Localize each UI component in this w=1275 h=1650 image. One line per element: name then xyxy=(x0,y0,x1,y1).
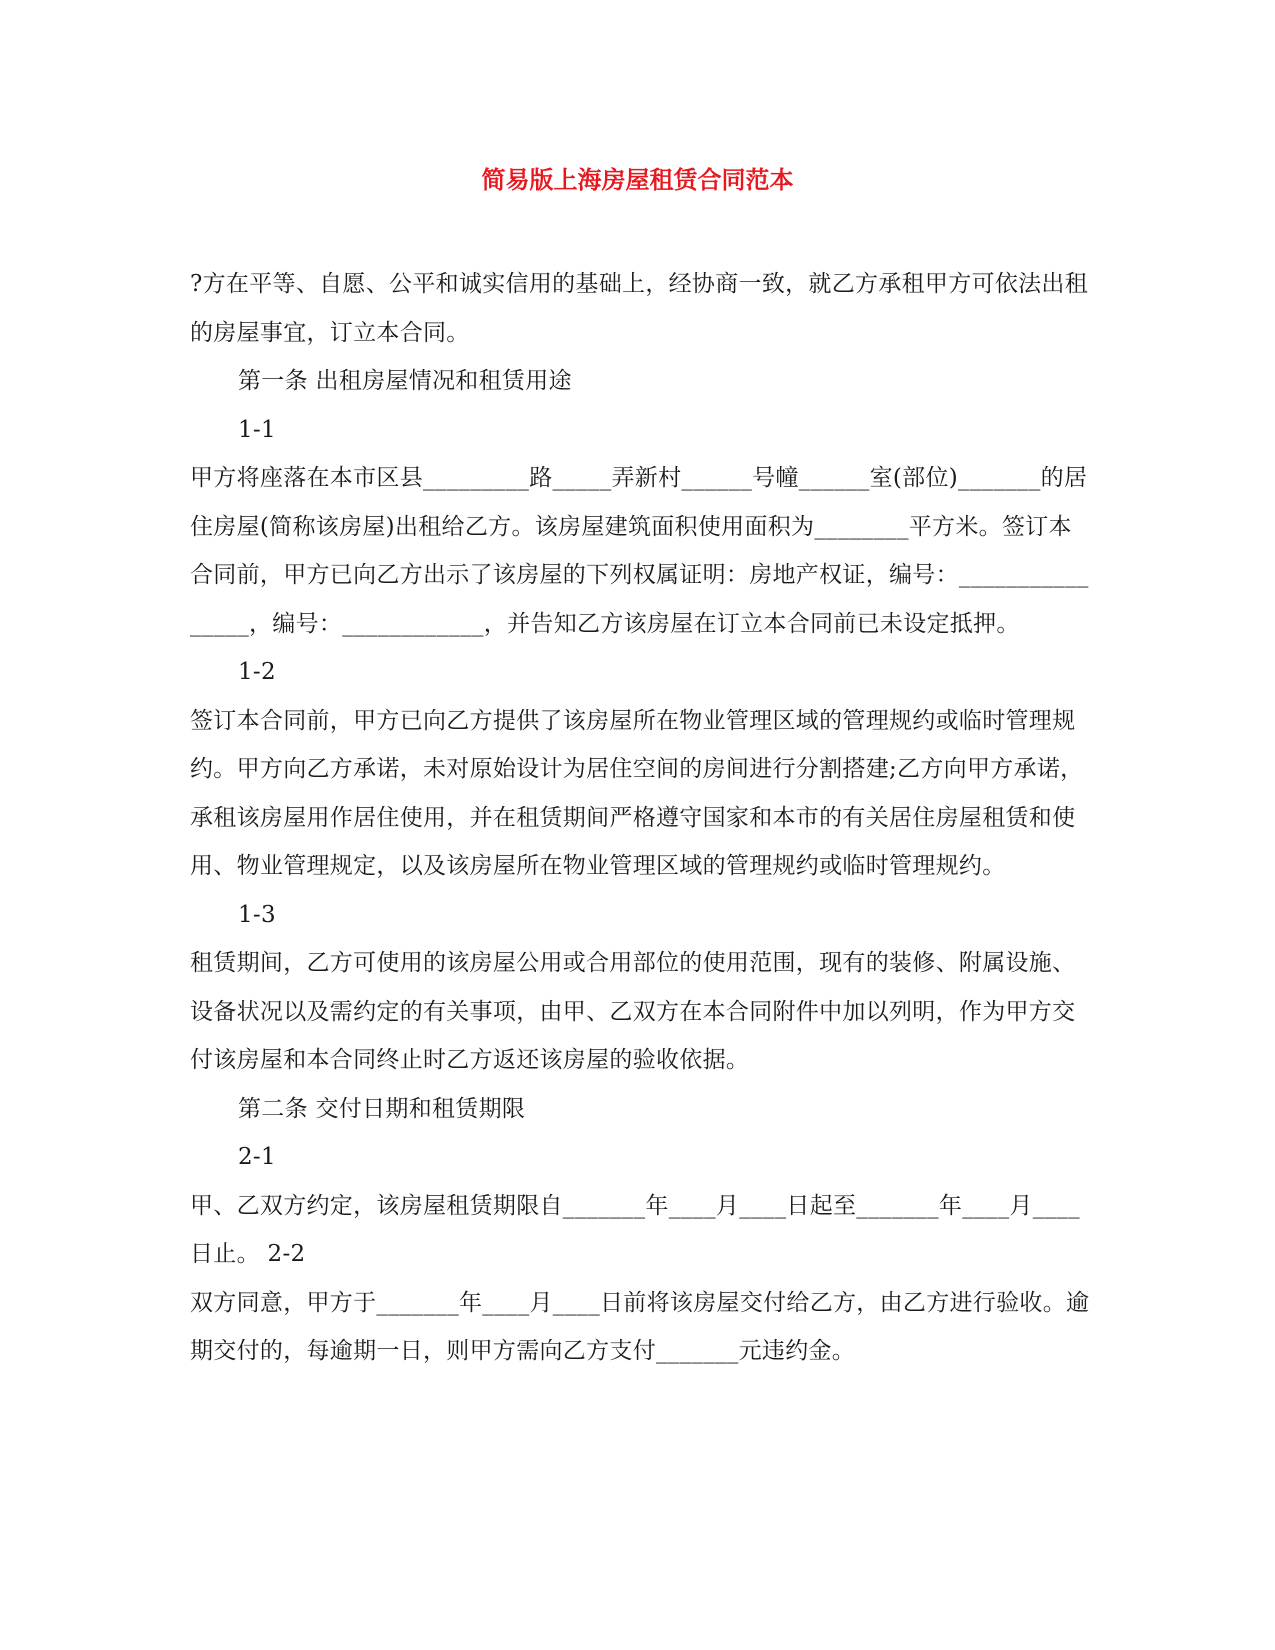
clause-1-2-text: 签订本合同前，甲方已向乙方提供了该房屋所在物业管理区域的管理规约或临时管理规约。甲方向乙方承诺，未对原始设计为居住空间的房间进行分割搭建;乙方向甲方承诺，承租该房屋用作居住使用，并在租赁期间严格遵守国家和本市的有关居住房屋租赁和使用、物业管理规定，以及该房屋所在物业管理区域的管理规约或临时管理规约。 xyxy=(190,707,1084,879)
article-2-heading: 第二条 交付日期和租赁期限 xyxy=(238,1095,526,1122)
clause-2-1-text: 甲、乙双方约定，该房屋租赁期限自_______年____月____日起至_______年____月____日止。 2-2 xyxy=(190,1192,1080,1267)
document-title: 简易版上海房屋租赁合同范本 xyxy=(481,166,794,194)
clause-1-1-number: 1-1 xyxy=(238,416,276,443)
clause-1-2-number: 1-2 xyxy=(238,659,276,685)
clause-2-1-number: 2-1 xyxy=(238,1144,276,1170)
clause-2-2-text: 双方同意，甲方于_______年____月____日前将该房屋交付给乙方，由乙方进行验收。逾期交付的，每逾期一日，则甲方需向乙方支付_______元违约金。 xyxy=(190,1289,1090,1364)
clause-1-1-text: 甲方将座落在本市区县_________路_____弄新村______号幢______室(部位)_______的居住房屋(简称该房屋)出租给乙方。该房屋建筑面积使用面积为________平方米。签订本合同前，甲方已向乙方出示了该房屋的下列权属证明：房地产权证，编号：________________，编号：____________，并告知乙方该房屋在订立本合同前已未设定抵押。 xyxy=(190,465,1089,637)
article-1-heading: 第一条 出租房屋情况和租赁用途 xyxy=(238,368,572,394)
document-body xyxy=(190,260,1090,1376)
clause-1-3-text: 租赁期间，乙方可使用的该房屋公用或合用部位的使用范围，现有的装修、附属设施、设备状况以及需约定的有关事项，由甲、乙双方在本合同附件中加以列明，作为甲方交付该房屋和本合同终止时乙方返还该房屋的验收依据。 xyxy=(190,950,1076,1073)
intro-paragraph: ?方在平等、自愿、公平和诚实信用的基础上，经协商一致，就乙方承租甲方可依法出租的房屋事宜，订立本合同。 xyxy=(190,271,1089,346)
clause-1-3-number: 1-3 xyxy=(238,901,276,928)
